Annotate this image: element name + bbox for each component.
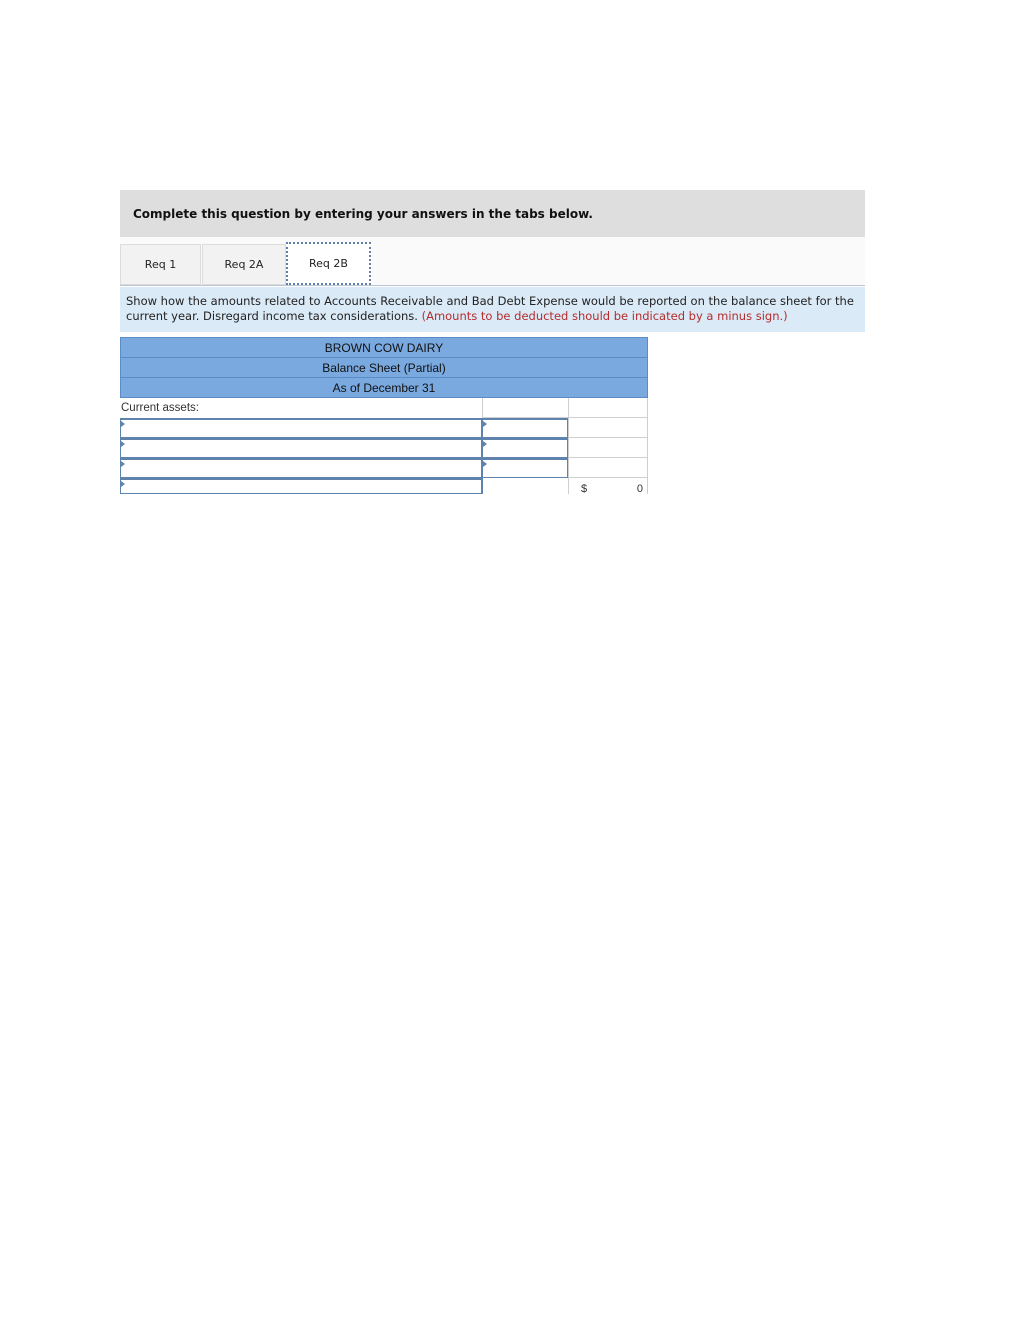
total-value: 0 bbox=[636, 483, 643, 495]
tab-req-2b[interactable] bbox=[286, 242, 371, 285]
tab-label: Req 1 bbox=[144, 258, 177, 271]
currency-symbol: $ bbox=[581, 483, 588, 495]
blank-amount-cell bbox=[482, 478, 568, 494]
tab-bar bbox=[120, 237, 865, 286]
question-prompt bbox=[120, 287, 865, 332]
total-cell-3 bbox=[568, 458, 648, 478]
dropdown-marker-icon bbox=[121, 421, 125, 427]
section-row bbox=[120, 398, 648, 418]
total-current-assets-cell bbox=[568, 478, 648, 494]
amount-input-3[interactable] bbox=[482, 458, 568, 478]
account-dropdown-3[interactable] bbox=[120, 458, 482, 478]
section-amount-cell bbox=[482, 398, 568, 418]
account-dropdown-2[interactable] bbox=[120, 438, 482, 458]
statement-date-header bbox=[120, 377, 648, 398]
prompt-text: Show how the amounts related to Accounts Receivable and Bad Debt Expense would be reported on the balance sheet for the current year. Disregard income tax considerations. bbox=[126, 294, 854, 323]
balance-sheet-table bbox=[120, 337, 648, 494]
input-marker-icon bbox=[483, 441, 487, 447]
input-marker-icon bbox=[483, 421, 487, 427]
tab-req-1[interactable] bbox=[120, 244, 201, 285]
statement-date: As of December 31 bbox=[332, 380, 436, 395]
company-name: BROWN COW DAIRY bbox=[324, 340, 444, 355]
table-row bbox=[120, 458, 648, 478]
account-dropdown-1[interactable] bbox=[120, 418, 482, 438]
table-row bbox=[120, 438, 648, 458]
dropdown-marker-icon bbox=[121, 461, 125, 467]
current-assets-label: Current assets: bbox=[121, 402, 199, 414]
instruction-text: Complete this question by entering your answers in the tabs below. bbox=[133, 206, 593, 221]
tab-label: Req 2B bbox=[309, 257, 348, 270]
total-cell-2 bbox=[568, 438, 648, 458]
section-total-cell bbox=[568, 398, 648, 418]
total-cell-1 bbox=[568, 418, 648, 438]
total-row bbox=[120, 478, 648, 494]
account-dropdown-total[interactable] bbox=[120, 478, 482, 494]
input-marker-icon bbox=[483, 461, 487, 467]
tab-req-2a[interactable] bbox=[202, 244, 286, 285]
dropdown-marker-icon bbox=[121, 441, 125, 447]
statement-title: Balance Sheet (Partial) bbox=[322, 360, 446, 375]
table-row bbox=[120, 418, 648, 438]
amount-input-2[interactable] bbox=[482, 438, 568, 458]
statement-title-header bbox=[120, 357, 648, 377]
instruction-bar bbox=[120, 190, 865, 237]
company-name-header bbox=[120, 337, 648, 357]
amount-input-1[interactable] bbox=[482, 418, 568, 438]
tab-label: Req 2A bbox=[224, 258, 264, 271]
prompt-note: (Amounts to be deducted should be indicated by a minus sign.) bbox=[421, 309, 788, 323]
dropdown-marker-icon bbox=[121, 481, 125, 487]
